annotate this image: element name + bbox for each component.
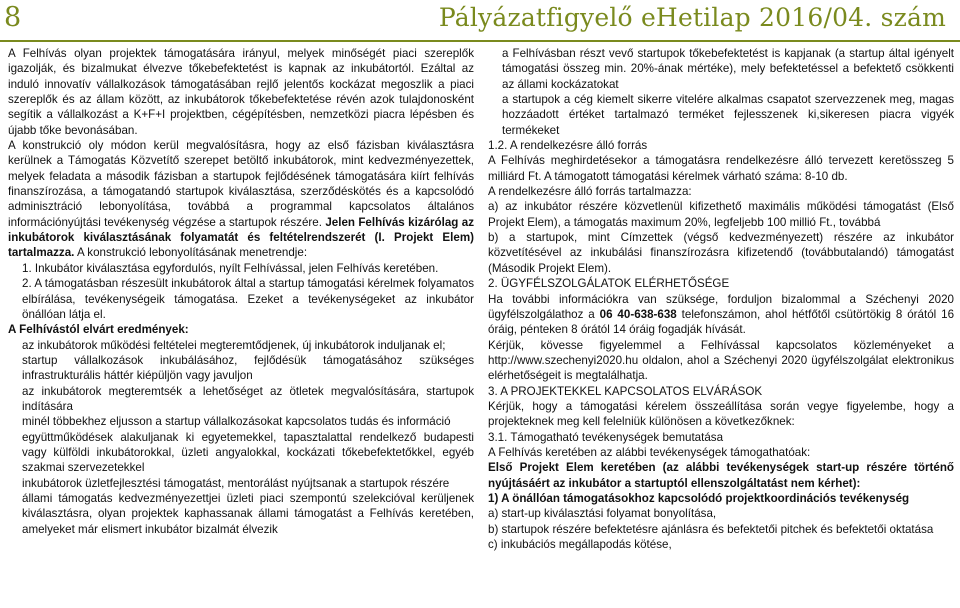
paragraph: Kérjük, kövesse figyelemmel a Felhívással kapcsolatos közleményeket a http://www.szechenyi2020.hu oldalon, ahol a Széchenyi 2020 ügyfélszolgálat elektronikus elérhetőségeit is megtalálhatja. — [488, 338, 954, 383]
list-item: 1. Inkubátor kiválasztása egyfordulós, nyílt Felhívással, jelen Felhívás keretében. — [22, 261, 439, 275]
paragraph: A Felhívás keretében az alábbi tevékenységek támogathatóak: — [488, 445, 811, 459]
list-item: b) startupok részére befektetésre ajánlásra és befektetői pitchek és befektetői oktatása — [488, 522, 934, 536]
bullet-item: a startupok a cég kiemelt sikerre vitelére alkalmas csapatot szervezzenek meg, magas hozzáadott értéket tartalmazó terméket fejlesszenek ki,sikeresen piacra vigyék termékeket — [502, 93, 954, 137]
section-heading: 3.1. Támogatható tevékenységek bemutatása — [488, 430, 724, 444]
page-number: 8 — [4, 2, 22, 33]
section-heading: 2. ÜGYFÉLSZOLGÁLATOK ELÉRHETŐSÉGE — [488, 277, 730, 291]
left-column — [8, 46, 474, 606]
scope-statement: Jelen Felhívás kizárólag az inkubátorok kiválasztásának folyamatát és feltételrendszerét (I. Projekt Elem) tartalmazza. — [8, 215, 474, 260]
paragraph: a) az inkubátor részére közvetlenül kifizethető maximális működési támogatást (Első Projekt Elem), a támogatás maximum 20%, legfeljebb 100 millió Ft., továbbá — [488, 200, 954, 229]
bullet-item: az inkubátorok megteremtsék a lehetőséget az ötletek megvalósítására, startupok indítására — [22, 384, 474, 413]
bullet-item: együttműködések alakuljanak ki egyetemekkel, tapasztalattal rendelkező budapesti vagy külföldi inkubátorokkal, üzleti angyalokkal, kockázati tőkebefektetőkkel, egyéb szakmai szervezetekkel — [22, 430, 474, 475]
paragraph: A Felhívás meghirdetésekor a támogatásra rendelkezésre álló tervezett keretösszeg 5 milliárd Ft. A támogatott támogatási kérelmek várható száma: 8-10 db. — [488, 154, 954, 183]
section-heading: A Felhívástól elvárt eredmények: — [8, 323, 189, 337]
section-heading: 3. A PROJEKTEKKEL KAPCSOLATOS ELVÁRÁSOK — [488, 384, 763, 398]
paragraph: A rendelkezésre álló forrás tartalmazza: — [488, 185, 692, 199]
bullet-item: inkubátorok üzletfejlesztési támogatást, mentorálást nyújtsanak a startupok részére — [22, 476, 450, 490]
contact-paragraph: Ha további információkra van szüksége, forduljon bizalommal a Széchenyi 2020 ügyfélszolgálathoz a 06 40-638-638 telefonszámon, ahol hétfőtől csütörtökig 8 órától 16 óráig, pénteken 8 órától 14 óráig fogadják hívását. — [488, 292, 954, 337]
bullet-item: startup vállalkozások inkubálásához, fejlődésük támogatásához szükséges infrastrukturális háttér kiépüljön vagy javuljon — [22, 353, 474, 383]
paragraph: Kérjük, hogy a támogatási kérelem összeállítása során vegye figyelembe, hogy a projekteknek meg kell felelniük különösen a következőknek: — [488, 399, 954, 429]
list-item: a) start-up kiválasztási folyamat bonyolítása, — [488, 507, 717, 521]
bold-paragraph: Első Projekt Elem keretében (az alábbi tevékenységek start-up részére történő nyújtásáért az inkubátor a startuptól ellenszolgáltatást nem kérhet): — [488, 461, 954, 490]
list-item: c) inkubációs megállapodás kötése, — [488, 538, 672, 551]
paragraph: b) a startupok, mint Címzettek (végső kedvezményezett) részére az inkubátor közvetítésével az inkubálási finanszírozásra kifizetendő (továbbutalandó) támogatást (Második Projekt Elem). — [488, 231, 954, 275]
publication-title: Pályázatfigyelő eHetilap 2016/04. szám — [438, 3, 946, 32]
construction-paragraph: A konstrukció oly módon kerül megvalósításra, hogy az első fázisban kiválasztásra kerülnek a Támogatás Közvetítő szerepet betöltő inkubátorok, mint kedvezményezettek, melyek feladata a második fázisban a startupok fejlődésének támogatására kiírt felhívás finanszírozása, a támogatandó startupok kiválasztása, szerződéskötés és a kapcsolódó adminisztráció lebonyolítása, továbbá a programmal kapcsolatos általános információnyújtási tevékenység végzése a startupok részére. Jelen Felhívás kizárólag az inkubátorok kiválasztásának folyamatát és feltételrendszerét (I. Projekt Elem) tartalmazza. A konstrukció lebonyolításának menetrendje: — [8, 139, 474, 260]
right-column — [488, 46, 954, 606]
bullet-item: minél többekhez eljusson a startup vállalkozásokat kapcsolatos tudás és információ — [22, 415, 451, 429]
page-header — [0, 0, 960, 42]
list-item: 2. A támogatásban részesült inkubátorok által a startup támogatási kérelmek folyamatos elbírálása, tevékenységeik támogatása. Ezeket a tevékenységeket az inkubátor önállóan látja el. — [22, 277, 474, 321]
section-heading: 1.2. A rendelkezésre álló forrás — [488, 139, 648, 153]
bullet-item: a Felhívásban részt vevő startupok tőkebefektetést is kapjanak (a startup által igényelt támogatási összeg min. 20%-ának mértéke), mely befektetéssel a befektető csökkenti az állami kockázatokat — [502, 47, 954, 91]
bullet-item: állami támogatás kedvezményezettjei üzleti piaci szempontú szelekcióval kerüljenek kiválasztásra, olyan projektek kaphassanak állami támogatást a Felhívás keretében, amelyeket már elismert inkubátor bizalmát élvezik — [22, 491, 474, 536]
phone-number: 06 40-638-638 — [599, 307, 677, 321]
bold-paragraph: 1) A önállóan támogatásokhoz kapcsolódó projektkoordinációs tevékenység — [488, 491, 910, 505]
intro-paragraph: A Felhívás olyan projektek támogatására irányul, melyek minőségét piaci szereplők igazolják, és bizalmukat élvezve tőkebefektetést is kapnak az inkubátortól. Ezáltal az induló innovatív vállalkozások támogatásában rejlő jelentős kockázat megoszlik a piaci szereplők és az állam között, az inkubátorok tőkebefektetése révén azok tulajdonosként segítik a vállalkozást a K+F+I projektben, cégépítésben, nemzetközi piacra lépésben és újabb tőke bevonásában. — [8, 47, 474, 137]
bullet-item: az inkubátorok működési feltételei megteremtődjenek, új inkubátorok induljanak el; — [22, 338, 446, 352]
